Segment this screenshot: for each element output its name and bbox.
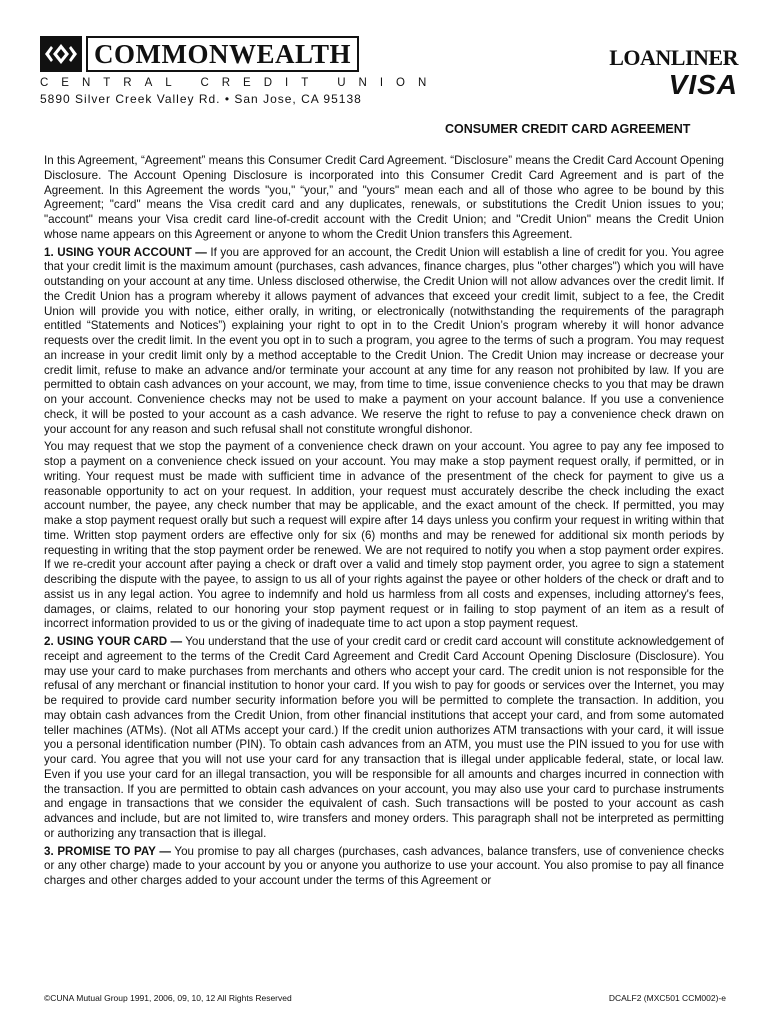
section-2-heading: 2. USING YOUR CARD —: [44, 635, 183, 648]
logo-name: COMMONWEALTH: [86, 36, 359, 72]
section-1-heading: 1. USING YOUR ACCOUNT —: [44, 245, 207, 259]
form-code-footer: DCALF2 (MXC501 CCM002)-e: [608, 993, 726, 1003]
agreement-body: [44, 154, 724, 892]
section-3-paragraph: [44, 845, 724, 889]
intro-paragraph: In this Agreement, “Agreement” means this Consumer Credit Card Agreement. “Disclosure” means the Credit Card Account Opening Disclosure. The Account Opening Disclosure is incorporated into this Consumer Credit Card Agreement and is part of the Agreement. In this Agreement the words "you," “your,” and "yours" mean each and all of those who agree to be bound by this Agreement; "card" means the Visa credit card and any duplicates, renewals, or substitutions the Credit Union issues to you; "account" means your Visa credit card line-of-credit account with the Credit Union; and "Credit Union" means the Credit Union whose name appears on this Agreement or anyone to whom the Credit Union transfers this Agreement.: [44, 154, 724, 241]
logo-subtitle: CENTRAL CREDIT UNION: [40, 77, 440, 89]
section-1-paragraph: [44, 246, 724, 438]
section-1-text: If you are approved for an account, the Credit Union will establish a line of credit for you. You agree that your credit limit is the maximum amount (purchases, cash advances, finance charges, plus "other charges") which you will have outstanding on your account at any time. Unless disclosed otherwise, the Credit Union will not allow advances over the credit limit. If the Credit Union has a program whereby it allows payment of advances that exceed your credit limit, subject to a fee, the Credit Union will provide you with notice, either orally, in writing, or electronically (notwithstanding the requirements of the paragraph entitled “Statements and Notices”) explaining your right to opt in to the Credit Union’s program whereby it will honor advance requests over the credit limit. In the event you opt in to such a program, you agree to the terms of such a program. You may request an increase in your credit limit only by a method acceptable to the Credit Union. The Credit Union may increase or decrease your credit limit, refuse to make an advance and/or terminate your account at any time for any reason not prohibited by law. If you are permitted to obtain cash advances on your account, we may, from time to time, issue convenience checks to you that may be drawn on your account. Convenience checks may not be used to make a payment on your account balance. If you use a convenience check, it will be posted to your account as a cash advance. We reserve the right to refuse to pay a convenience check drawn on your account for any reason and such refusal shall not constitute wrongful dishonor.: [44, 245, 724, 436]
address: 5890 Silver Creek Valley Rd. • San Jose, CA 95138: [40, 92, 362, 106]
loanliner-visa-logo: [568, 46, 738, 100]
section-3-text: You promise to pay all charges (purchases, cash advances, balance transfers, use of convenience checks or any other charge) made to your account by you or anyone you authorize to use your account. You also promise to pay all finance charges and other charges added to your account under the terms of this Agreement or: [44, 844, 724, 887]
commonwealth-logo: [40, 34, 360, 74]
section-2-text: You understand that the use of your credit card or credit card account will constitute acknowledgement of receipt and agreement to the terms of the Credit Card Agreement and Credit Card Account Opening Disclosure (Disclosure). You may use your card to make purchases from merchants and others who accept your card. The credit union is not responsible for the refusal of any merchant or financial institution to honor your card. If you wish to pay for goods or services over the Internet, you may be required to provide card number security information before you will be permitted to complete the transaction. In addition, you may obtain cash advances from the Credit Union, from other financial institutions that accept your card, and from some automated teller machines (ATMs). (Not all ATMs accept your card.) If the credit union authorizes ATM transactions with your card, it will issue you a personal identification number (PIN). To obtain cash advances from an ATM, you must use the PIN issued to you for use with your card. You agree that you will not use your card for any transaction that is illegal under applicable federal, state, or local law. Even if you use your card for an illegal transaction, you will be responsible for all amounts and charges incurred in connection with the transaction. If you are permitted to obtain cash advances on your account, you may also use your card to purchase instruments and engage in transactions that we consider the equivalent of cash. Such transactions will be posted to your account as cash advances and include, but are not limited to, wire transfers and money orders. This paragraph shall not be interpreted as permitting or authorizing any transaction that is illegal.: [44, 635, 724, 840]
section-2-paragraph: [44, 635, 724, 842]
visa-text: VISA: [668, 69, 738, 100]
section-3-heading: 3. PROMISE TO PAY —: [44, 844, 171, 858]
commonwealth-logo-block: [40, 34, 440, 106]
diamond-logo-icon: [40, 36, 82, 72]
loanliner-text: LOANLINER: [609, 45, 738, 70]
stop-payment-paragraph: You may request that we stop the payment of a convenience check drawn on your account. You agree to pay any fee imposed to stop a payment on a convenience check issued on your account. You may make a stop payment request orally, if permitted, or in writing. Your request must be made with sufficient time in advance of the presentment of the check for payment to give us a reasonable opportunity to act on your request. In addition, your request must accurately describe the check including the exact account number, the payee, any check number that may be applicable, and the exact amount of the check. If permitted, you may make a stop payment request orally but such a request will expire after 14 days unless you confirm your request in writing within that time. Written stop payment orders are effective only for six (6) months and may be renewed for additional six month periods by requesting in writing that the stop payment order be renewed. We are not required to notify you when a stop payment order expires. If we re-credit your account after paying a check or draft over a valid and timely stop payment order, you agree to sign a statement describing the dispute with the payee, to assign to us all of your rights against the payee or other holders of the check or draft and to assist us in any legal action. You agree to indemnify and hold us harmless from all costs and expenses, including attorney's fees, damages, or claims, related to our honoring your stop payment request or in failing to stop payment of an item as a result of incorrect information provided to us or the giving of inadequate time to act upon a stop payment request.: [44, 440, 724, 631]
copyright-footer: ©CUNA Mutual Group 1991, 2006, 09, 10, 12 All Rights Reserved: [44, 993, 292, 1003]
document-title: CONSUMER CREDIT CARD AGREEMENT: [445, 122, 691, 136]
